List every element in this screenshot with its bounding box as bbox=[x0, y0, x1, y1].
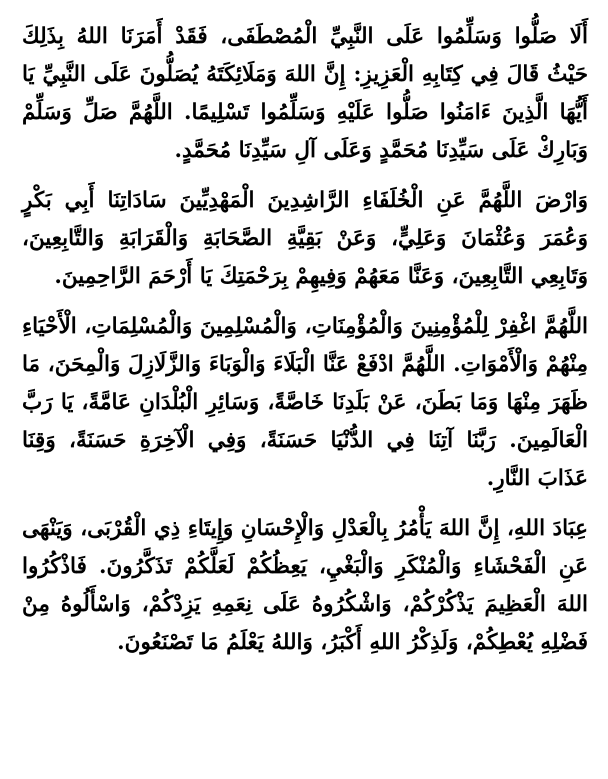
paragraph-supplication: اللَّهُمَّ اغْفِرْ لِلْمُؤْمِنِينَ وَالْمُؤْمِنَاتِ، وَالْمُسْلِمِينَ وَالْمُسْلِمَاتِ، الْأَحْيَاءِ مِنْهُمْ وَالْأَمْوَاتِ. اللَّهُمَّ ادْفَعْ عَنَّا الْبَلَاءَ وَالْوَبَاءَ وَالزَّلَازِلَ وَالْمِحَنَ، مَا ظَهَرَ مِنْهَا وَمَا بَطَنَ، عَنْ بَلَدِنَا خَاصَّةً، وَسَائِرِ الْبُلْدَانِ عَامَّةً، يَا رَبَّ الْعَالَمِينَ. رَبَّنَا آتِنَا فِي الدُّنْيَا حَسَنَةً، وَفِي الْآخِرَةِ حَسَنَةً، وَقِنَا عَذَابَ النَّارِ. bbox=[22, 314, 588, 491]
document-page bbox=[22, 18, 588, 662]
paragraph-companions: وَارْضَ اللَّهُمَّ عَنِ الْخُلَفَاءِ الرَّاشِدِينَ الْمَهْدِيِّينَ سَادَاتِنَا أَبِي بَكْرٍ وَعُمَرَ وَعُثْمَانَ وَعَلِيٍّ، وَعَنْ بَقِيَّةِ الصَّحَابَةِ وَالْقَرَابَةِ وَالتَّابِعِينَ، وَتَابِعِي التَّابِعِينَ، وَعَنَّا مَعَهُمْ وَفِيهِمْ بِرَحْمَتِكَ يَا أَرْحَمَ الرَّاحِمِينَ. bbox=[22, 188, 588, 289]
paragraph-closing: عِبَادَ اللهِ، إِنَّ اللهَ يَأْمُرُ بِالْعَدْلِ وَالْإِحْسَانِ وَإِيتَاءِ ذِي الْقُرْبَى، وَيَنْهَى عَنِ الْفَحْشَاءِ وَالْمُنْكَرِ وَالْبَغْيِ، يَعِظُكُمْ لَعَلَّكُمْ تَذَكَّرُونَ. فَاذْكُرُوا اللهَ الْعَظِيمَ يَذْكُرْكُمْ، وَاشْكُرُوهُ عَلَى نِعَمِهِ يَزِدْكُمْ، وَاسْأَلُوهُ مِنْ فَضْلِهِ يُعْطِكُمْ، وَلَذِكْرُ اللهِ أَكْبَرُ، وَاللهُ يَعْلَمُ مَا تَصْنَعُونَ. bbox=[22, 516, 589, 655]
paragraph-salawat: أَلَا صَلُّوا وَسَلِّمُوا عَلَى النَّبِيِّ الْمُصْطَفَى، فَقَدْ أَمَرَنَا اللهُ بِذَلِكَ حَيْثُ قَالَ فِي كِتَابِهِ الْعَزِيزِ: إِنَّ اللهَ وَمَلَائِكَتَهُ يُصَلُّونَ عَلَى النَّبِيِّ يَا أَيُّهَا الَّذِينَ ءَامَنُوا صَلُّوا عَلَيْهِ وَسَلِّمُوا تَسْلِيمًا. اللَّهُمَّ صَلِّ وَسَلِّمْ وَبَارِكْ عَلَى سَيِّدِنَا مُحَمَّدٍ وَعَلَى آلِ سَيِّدِنَا مُحَمَّدٍ. bbox=[22, 24, 588, 163]
